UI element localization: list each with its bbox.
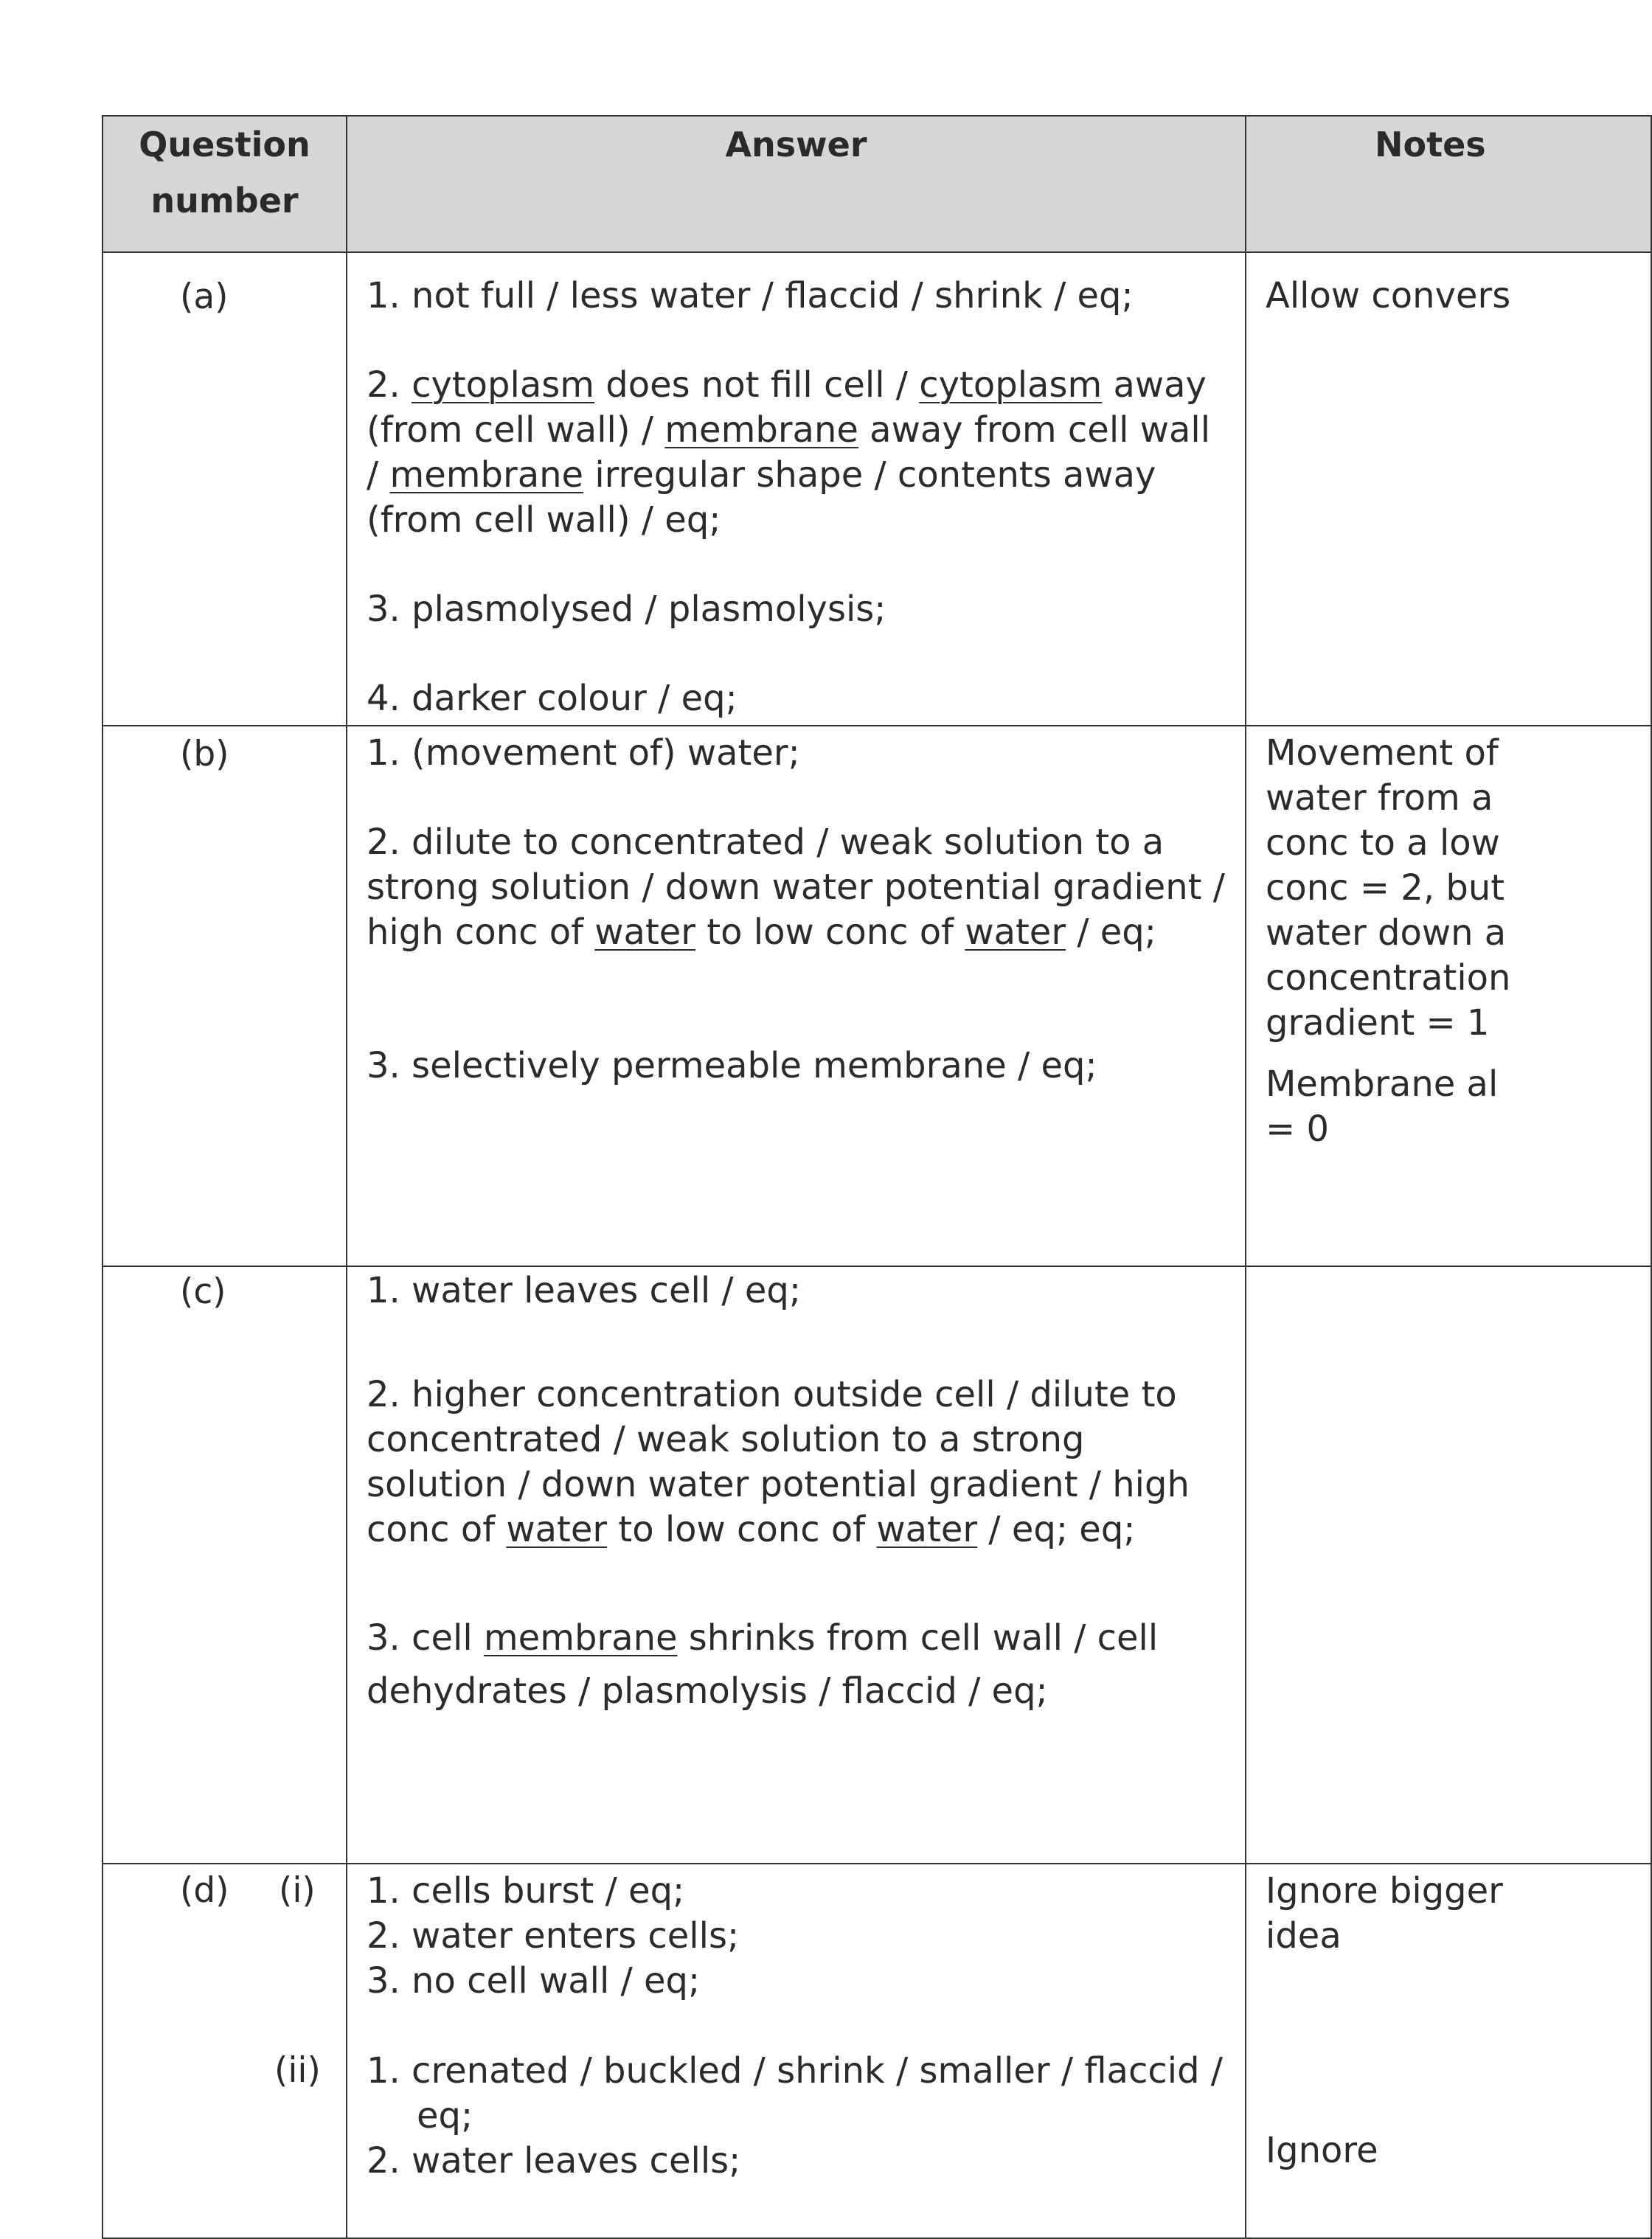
answer-point: 1. cells burst / eq; xyxy=(367,1870,685,1912)
note-line: gradient = 1 xyxy=(1266,1002,1490,1044)
note-line: Ignore bigger xyxy=(1266,1870,1503,1912)
table-row xyxy=(103,252,1651,726)
question-sub-label: (i) xyxy=(279,1870,316,1911)
note-line: Movement of xyxy=(1266,732,1499,774)
question-label: (b) xyxy=(180,734,229,774)
question-cell xyxy=(103,252,347,726)
table-row xyxy=(103,726,1651,1266)
question-label: (d) xyxy=(180,1870,229,1911)
answer-cell xyxy=(347,1266,1246,1864)
question-sub-label: (ii) xyxy=(274,2050,321,2091)
question-cell xyxy=(103,1864,347,2238)
question-label: (a) xyxy=(180,277,229,317)
table-row xyxy=(103,1266,1651,1864)
header-answer: Answer xyxy=(347,116,1246,252)
answer-point: 4. darker colour / eq; xyxy=(367,678,738,719)
note-line: concentration xyxy=(1266,957,1511,999)
header-question-number: Question number xyxy=(103,116,347,252)
answer-point: 1. water leaves cell / eq; xyxy=(367,1270,802,1311)
answer-point: 2. dilute to concentrated / weak solution to a strong solution / down water potential gradient / high conc of water to low conc of water / eq; xyxy=(367,822,1225,953)
answer-cell xyxy=(347,252,1246,726)
note-line: conc to a low xyxy=(1266,822,1500,864)
header-notes: Notes xyxy=(1246,116,1651,252)
note-line: Allow convers xyxy=(1266,275,1511,316)
note-line: = 0 xyxy=(1266,1108,1330,1150)
answer-point: 3. plasmolysed / plasmolysis; xyxy=(367,589,886,630)
note-line: water from a xyxy=(1266,777,1493,819)
question-label: (c) xyxy=(180,1271,226,1312)
answer-point: 2. water leaves cells; xyxy=(367,2140,741,2181)
note-line: Membrane al xyxy=(1266,1063,1499,1105)
answer-cell xyxy=(347,1864,1246,2238)
question-cell xyxy=(103,1266,347,1864)
answer-point: 3. cell membrane shrinks from cell wall / cell dehydrates / plasmolysis / flaccid / eq; xyxy=(367,1617,1159,1712)
answer-point: 2. cytoplasm does not fill cell / cytoplasm away (from cell wall) / membrane away from cell wall / membrane irregular shape / contents away (from cell wall) / eq; xyxy=(367,364,1211,541)
answer-point: 2. water enters cells; xyxy=(367,1915,740,1957)
notes-cell xyxy=(1246,726,1651,1266)
notes-cell xyxy=(1246,1266,1651,1864)
answer-point: 3. selectively permeable membrane / eq; xyxy=(367,1045,1097,1086)
answer-point: 1. (movement of) water; xyxy=(367,732,800,774)
question-cell xyxy=(103,726,347,1266)
answer-point: 1. not full / less water / flaccid / shrink / eq; xyxy=(367,275,1134,316)
note-line: idea xyxy=(1266,1915,1342,1957)
notes-cell xyxy=(1246,1864,1651,2238)
note-line: conc = 2, but xyxy=(1266,867,1505,909)
note-line: Ignore xyxy=(1266,2130,1378,2171)
answer-point: 2. higher concentration outside cell / dilute to concentrated / weak solution to a strong solution / down water potential gradient / high conc of water to low conc of water / eq; eq; xyxy=(367,1374,1190,1550)
answer-point: 3. no cell wall / eq; xyxy=(367,1960,701,2002)
answer-cell xyxy=(347,726,1246,1266)
notes-cell xyxy=(1246,252,1651,726)
note-line: water down a xyxy=(1266,912,1507,954)
table-header-row xyxy=(103,116,1651,252)
table-row xyxy=(103,1864,1651,2238)
answer-point: 1. crenated / buckled / shrink / smaller / flaccid / eq; xyxy=(367,2050,1223,2136)
mark-scheme-table xyxy=(102,115,1652,2239)
